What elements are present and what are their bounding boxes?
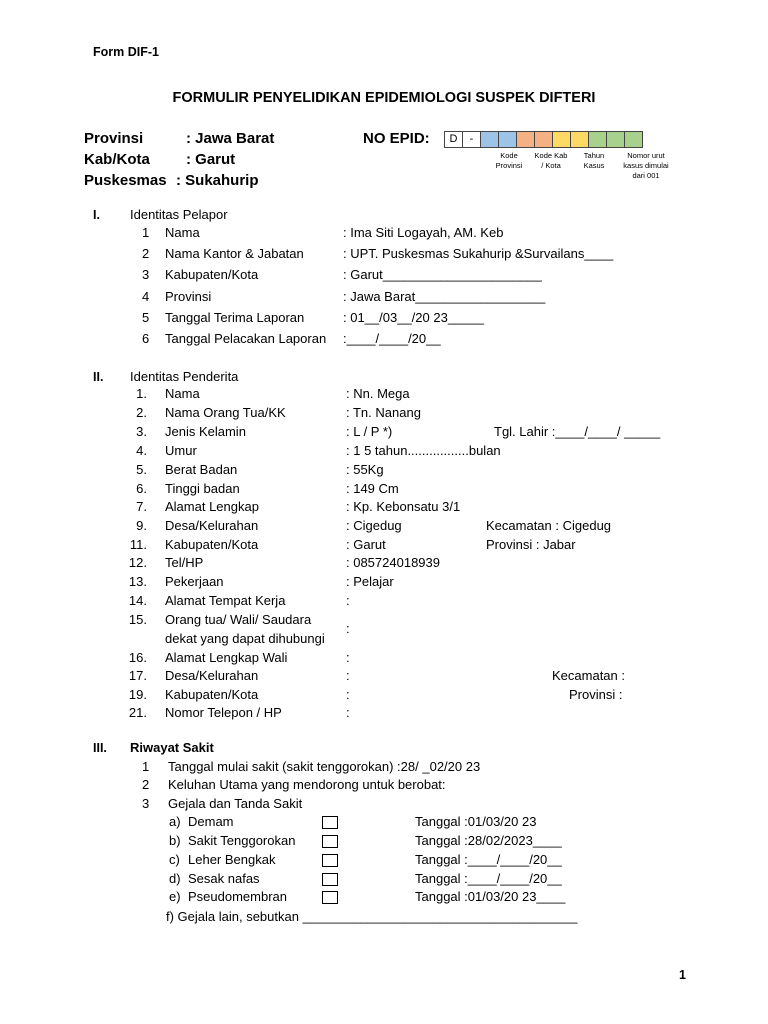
section2-row-label: Kabupaten/Kota: [165, 537, 259, 552]
section3-item-text[interactable]: Tanggal mulai sakit (sakit tenggorokan) :28/ _02/20 23: [168, 759, 481, 774]
section1-number: I.: [93, 208, 100, 222]
section2-number: II.: [93, 370, 104, 384]
section3-item-number: 3: [142, 796, 150, 811]
section2-row-label: Nama Orang Tua/KK: [165, 405, 286, 420]
section1-row-number: 6: [142, 331, 150, 346]
epid-cell[interactable]: D: [444, 131, 463, 148]
symptom-name: Pseudomembran: [188, 889, 287, 904]
section2-row-extra[interactable]: Provinsi : Jabar: [486, 537, 576, 552]
puskesmas-value: : Sukahurip: [176, 172, 259, 189]
section2-row-extra[interactable]: Kecamatan :: [552, 668, 625, 683]
other-symptoms-line[interactable]: f) Gejala lain, sebutkan ______________________________________: [166, 909, 578, 924]
section3-item-text: Gejala dan Tanda Sakit: [168, 796, 303, 811]
symptom-date[interactable]: Tanggal :01/03/20 23____: [415, 889, 566, 904]
section2-row-number: 21.: [128, 705, 147, 720]
section2-row-label: Alamat Lengkap Wali: [165, 650, 288, 665]
section2-row-extra[interactable]: Provinsi :: [569, 687, 623, 702]
section2-row-value[interactable]: : Nn. Mega: [346, 386, 410, 401]
section1-title: Identitas Pelapor: [130, 207, 228, 222]
section2-row-label: Berat Badan: [165, 462, 238, 477]
section1-row-number: 2: [142, 246, 150, 261]
section2-row-label: Alamat Tempat Kerja: [165, 593, 286, 608]
section2-row-number: 19.: [128, 687, 147, 702]
section2-row-number: 9.: [136, 518, 147, 533]
section1-row-value[interactable]: : Ima Siti Logayah, AM. Keb: [343, 225, 504, 240]
epid-caption-provinsi: Kode Provinsi: [495, 151, 523, 170]
section2-row-label: Orang tua/ Wali/ Saudara: [165, 612, 312, 627]
epid-cell[interactable]: [498, 131, 517, 148]
epid-number-boxes[interactable]: [445, 131, 643, 148]
section2-title: Identitas Penderita: [130, 369, 239, 384]
section2-row-value[interactable]: :: [346, 593, 350, 608]
symptom-checkbox[interactable]: [322, 816, 338, 829]
section2-row15-line2: dekat yang dapat dihubungi: [165, 631, 325, 646]
section2-row-number: 7.: [136, 499, 147, 514]
section2-row-extra[interactable]: Tgl. Lahir :____/____/ _____: [494, 424, 661, 439]
section2-row-number: 13.: [128, 574, 147, 589]
kabkota-label: Kab/Kota: [84, 151, 150, 168]
epid-caption-nomor: Nomor urut kasus dimulai dari 001: [623, 151, 669, 180]
section1-row-label: Nama Kantor & Jabatan: [165, 246, 304, 261]
section1-row-label: Nama: [165, 225, 200, 240]
symptom-date[interactable]: Tanggal :____/____/20__: [415, 871, 562, 886]
section1-row-number: 5: [142, 310, 150, 325]
section2-row-number: 14.: [128, 593, 147, 608]
epid-label: NO EPID:: [363, 130, 430, 147]
epid-cell[interactable]: [570, 131, 589, 148]
section2-row-label: Nama: [165, 386, 200, 401]
form-code: Form DIF-1: [93, 45, 159, 59]
epid-cell[interactable]: [480, 131, 499, 148]
section2-row-label: Nomor Telepon / HP: [165, 705, 282, 720]
epid-cell[interactable]: -: [462, 131, 481, 148]
symptom-letter: a): [169, 814, 181, 829]
section2-row-number: 16.: [128, 650, 147, 665]
section2-row-number: 3.: [136, 424, 147, 439]
section2-row-value[interactable]: :: [346, 650, 350, 665]
section1-row-label: Tanggal Terima Laporan: [165, 310, 305, 325]
section1-row-label: Tanggal Pelacakan Laporan: [165, 331, 327, 346]
section2-row-label: Alamat Lengkap: [165, 499, 259, 514]
epid-cell[interactable]: [552, 131, 571, 148]
section2-row-label: Kabupaten/Kota: [165, 687, 259, 702]
section2-row-value[interactable]: : Pelajar: [346, 574, 394, 589]
puskesmas-label: Puskesmas: [84, 172, 167, 189]
section2-row-value[interactable]: : Tn. Nanang: [346, 405, 421, 420]
symptom-letter: c): [169, 852, 180, 867]
symptom-name: Sakit Tenggorokan: [188, 833, 296, 848]
kabkota-value: : Garut: [186, 151, 236, 168]
epid-cell[interactable]: [534, 131, 553, 148]
section2-row-label: Desa/Kelurahan: [165, 518, 259, 533]
epid-cell[interactable]: [606, 131, 625, 148]
section2-row-value[interactable]: : Kp. Kebonsatu 3/1: [346, 499, 461, 514]
epid-caption-kabkota: Kode Kab / Kota: [534, 151, 568, 170]
symptom-checkbox[interactable]: [322, 854, 338, 867]
section2-row-value[interactable]: : Cigedug: [346, 518, 402, 533]
symptom-date[interactable]: Tanggal :____/____/20__: [415, 852, 562, 867]
section2-row-value[interactable]: : 149 Cm: [346, 481, 399, 496]
section2-row-label: Umur: [165, 443, 197, 458]
section1-row-label: Provinsi: [165, 289, 212, 304]
epid-caption-tahun: Tahun Kasus: [583, 151, 605, 170]
section2-row-value[interactable]: : 085724018939: [346, 555, 440, 570]
section2-row-number: 11.: [129, 537, 147, 552]
symptom-checkbox[interactable]: [322, 891, 338, 904]
section3-number: III.: [93, 741, 107, 755]
section2-row-number: 5.: [136, 462, 147, 477]
section3-title: Riwayat Sakit: [130, 740, 214, 755]
section1-row-value[interactable]: : 01__/03__/20 23_____: [343, 310, 484, 325]
section2-row-value[interactable]: : Garut: [346, 537, 386, 552]
section2-row-label: Pekerjaan: [165, 574, 224, 589]
section2-row-label: Tinggi badan: [165, 481, 240, 496]
section2-row-value[interactable]: :: [346, 668, 350, 683]
symptom-name: Sesak nafas: [188, 871, 260, 886]
section2-row-value[interactable]: : 55Kg: [346, 462, 384, 477]
section1-row-value[interactable]: : Jawa Barat__________________: [343, 289, 546, 304]
section1-row-number: 4: [142, 289, 150, 304]
form-title: FORMULIR PENYELIDIKAN EPIDEMIOLOGI SUSPEK DIFTERI: [172, 90, 596, 106]
section2-row-label: Jenis Kelamin: [165, 424, 246, 439]
section2-row-number: 4.: [136, 443, 147, 458]
symptom-name: Leher Bengkak: [188, 852, 276, 867]
section2-row-value[interactable]: : L / P *): [346, 424, 393, 439]
section2-row-number: 6.: [136, 481, 147, 496]
symptom-letter: d): [169, 871, 181, 886]
section3-item-number: 1: [142, 759, 150, 774]
section2-row-extra[interactable]: Kecamatan : Cigedug: [486, 518, 612, 533]
section2-row-number: 15.: [128, 612, 147, 627]
section2-row-value[interactable]: :: [346, 687, 350, 702]
provinsi-value: : Jawa Barat: [186, 130, 275, 147]
section2-row-number: 2.: [136, 405, 147, 420]
symptom-checkbox[interactable]: [322, 873, 338, 886]
section2-row-value[interactable]: :: [346, 705, 350, 720]
symptom-letter: e): [169, 889, 181, 904]
section3-item-number: 2: [142, 777, 150, 792]
symptom-checkbox[interactable]: [322, 835, 338, 848]
symptom-letter: b): [169, 833, 181, 848]
section2-row-label: Desa/Kelurahan: [165, 668, 259, 683]
section2-row-label: Tel/HP: [165, 555, 204, 570]
section2-row-value[interactable]: : 1 5 tahun.................bulan: [346, 443, 501, 458]
section2-row-value[interactable]: :: [346, 621, 350, 636]
section1-row-number: 1: [142, 225, 150, 240]
section1-row-value[interactable]: : UPT. Puskesmas Sukahurip &Survailans____: [343, 246, 614, 261]
page-number: 1: [679, 968, 686, 982]
epid-cell[interactable]: [516, 131, 535, 148]
epid-cell[interactable]: [588, 131, 607, 148]
section2-row-number: 17.: [128, 668, 147, 683]
section1-row-number: 3: [142, 267, 150, 282]
section3-item-text: Keluhan Utama yang mendorong untuk berobat:: [168, 777, 446, 792]
section1-row-value[interactable]: : Garut______________________: [343, 267, 542, 282]
symptom-name: Demam: [188, 814, 234, 829]
symptom-date[interactable]: Tanggal :01/03/20 23: [415, 814, 537, 829]
epid-cell[interactable]: [624, 131, 643, 148]
section2-row-number: 1.: [136, 386, 147, 401]
provinsi-label: Provinsi: [84, 130, 144, 147]
symptom-date[interactable]: Tanggal :28/02/2023____: [415, 833, 562, 848]
section2-row-number: 12.: [128, 555, 147, 570]
section1-row-label: Kabupaten/Kota: [165, 267, 259, 282]
section1-row-value[interactable]: :____/____/20__: [343, 331, 441, 346]
